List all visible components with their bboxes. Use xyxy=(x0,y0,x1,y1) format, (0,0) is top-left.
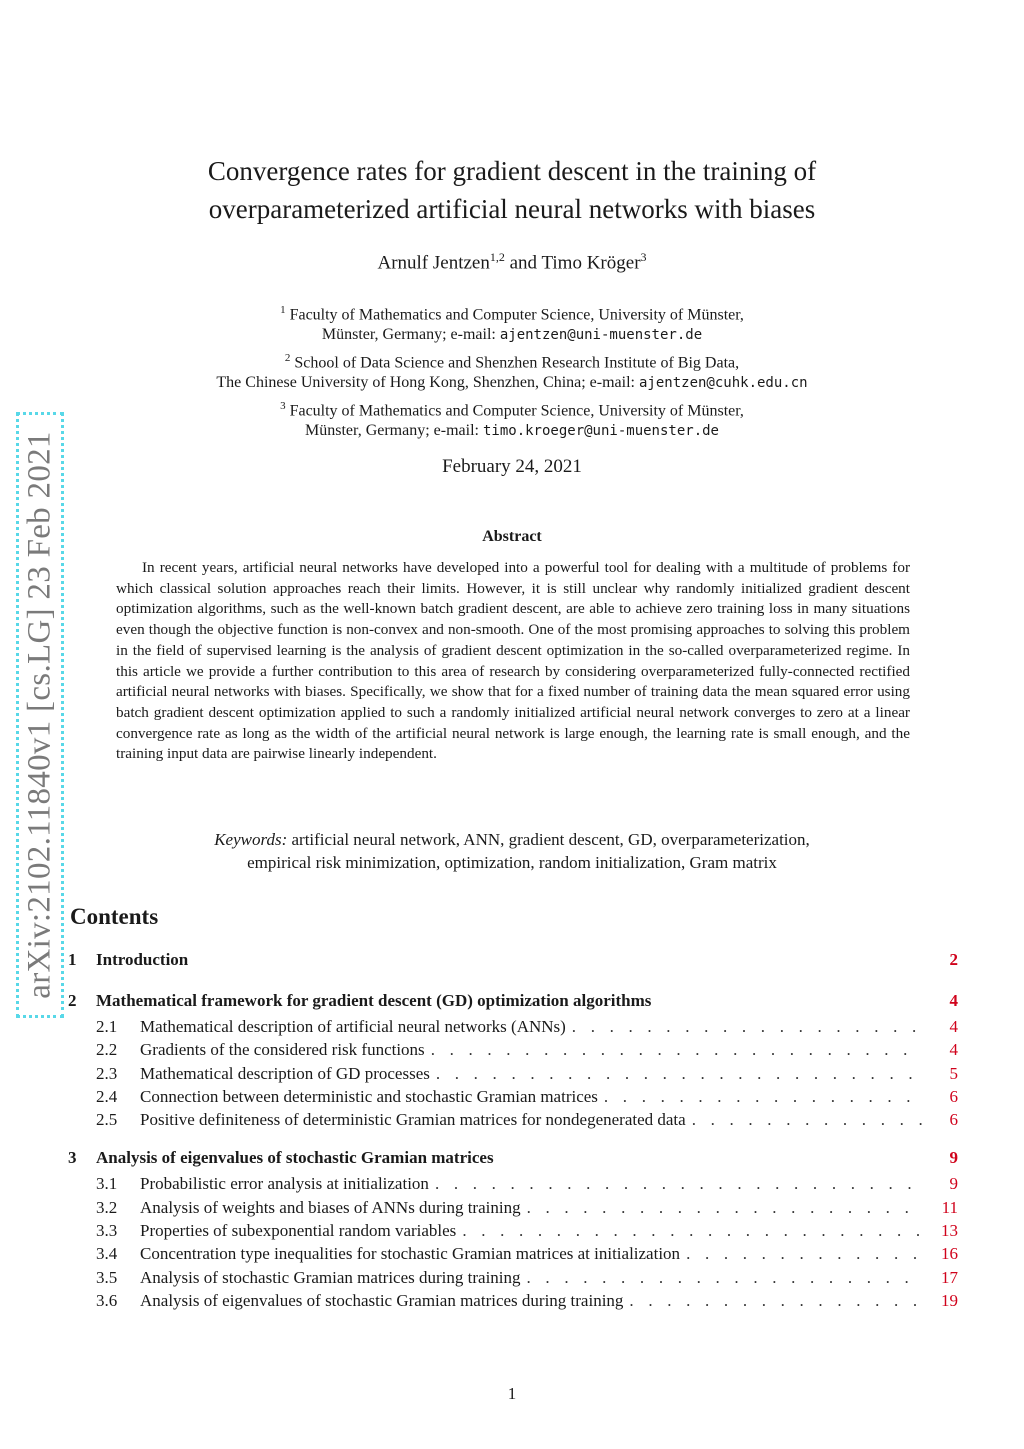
table-of-contents xyxy=(68,950,958,1314)
arxiv-stamp xyxy=(16,412,64,1018)
toc-subsection-3.2[interactable] xyxy=(68,1198,958,1221)
toc-subsection-title[interactable]: Connection between deterministic and stochastic Gramian matrices xyxy=(140,1086,598,1106)
toc-subsection-title[interactable]: Mathematical description of GD processes xyxy=(140,1063,430,1083)
toc-section-number: 3 xyxy=(68,1148,77,1168)
toc-dot-leader xyxy=(527,1198,922,1218)
toc-dot-leader xyxy=(527,1268,922,1288)
toc-subsection-2.3[interactable] xyxy=(68,1064,958,1087)
affiliation-2-line1: School of Data Science and Shenzhen Research Institute of Big Data, xyxy=(294,354,740,372)
toc-subsection-page-link[interactable]: 5 xyxy=(949,1063,958,1083)
toc-section-title[interactable]: Mathematical framework for gradient descent (GD) optimization algorithms xyxy=(96,991,652,1010)
toc-subsection-number: 3.4 xyxy=(96,1244,118,1264)
affiliation-1-line1: Faculty of Mathematics and Computer Science, University of Münster, xyxy=(289,306,744,324)
affiliation-2-email[interactable]: ajentzen@cuhk.edu.cn xyxy=(639,375,808,392)
toc-dot-leader xyxy=(572,1017,922,1037)
affiliation-2-sup: 2 xyxy=(284,352,291,364)
affiliation-1-email[interactable]: ajentzen@uni-muenster.de xyxy=(499,327,703,344)
arxiv-stamp-text[interactable]: arXiv:2102.11840v1 [cs.LG] 23 Feb 2021 xyxy=(21,431,58,999)
toc-section-page-link[interactable]: 2 xyxy=(949,950,958,969)
affiliation-3-sup: 3 xyxy=(280,400,286,412)
toc-subsection-title[interactable]: Concentration type inequalities for stochastic Gramian matrices at initialization xyxy=(140,1244,681,1264)
toc-subsection-page-link[interactable]: 16 xyxy=(941,1244,958,1264)
affiliation-2-line2: The Chinese University of Hong Kong, Shenzhen, China; e-mail: xyxy=(216,374,635,392)
toc-subsection-page-link[interactable]: 19 xyxy=(941,1290,958,1310)
toc-subsection-2.4[interactable] xyxy=(68,1087,958,1110)
toc-subsection-number: 3.1 xyxy=(96,1174,118,1194)
page-number: 1 xyxy=(507,1384,517,1403)
toc-subsection-number: 3.5 xyxy=(96,1267,118,1287)
authors xyxy=(112,250,912,274)
toc-subsection-title[interactable]: Mathematical description of artificial neural networks (ANNs) xyxy=(140,1017,566,1036)
publication-date: February 24, 2021 xyxy=(442,456,582,477)
author-2-affil: 3 xyxy=(640,250,647,264)
affiliation-2 xyxy=(112,348,912,393)
keywords-label: Keywords: xyxy=(214,830,288,849)
author-1-affil: 1,2 xyxy=(489,250,505,264)
affiliation-3 xyxy=(112,396,912,441)
toc-subsection-2.5[interactable] xyxy=(68,1110,958,1133)
toc-subsection-number: 3.2 xyxy=(96,1197,118,1217)
toc-dot-leader xyxy=(629,1291,922,1311)
toc-subsection-page-link[interactable]: 11 xyxy=(941,1197,958,1217)
toc-dot-leader xyxy=(462,1221,922,1241)
toc-subsection-3.6[interactable] xyxy=(68,1291,958,1314)
toc-section-1[interactable] xyxy=(68,950,958,976)
toc-section-page-link[interactable]: 4 xyxy=(949,991,958,1010)
toc-subsection-number: 3.3 xyxy=(96,1221,118,1241)
toc-subsection-title[interactable]: Probabilistic error analysis at initialization xyxy=(140,1174,429,1194)
toc-gap xyxy=(68,1133,958,1148)
keywords xyxy=(112,828,912,874)
toc-subsection-number: 2.3 xyxy=(96,1063,118,1083)
toc-subsection-3.1[interactable] xyxy=(68,1174,958,1197)
toc-section-number: 2 xyxy=(68,991,77,1010)
affiliation-1-sup: 1 xyxy=(280,304,286,316)
toc-subsection-page-link[interactable]: 6 xyxy=(949,1110,958,1130)
toc-subsection-title[interactable]: Analysis of eigenvalues of stochastic Gramian matrices during training xyxy=(140,1290,624,1310)
toc-section-number: 1 xyxy=(68,950,77,969)
toc-dot-leader xyxy=(604,1087,922,1107)
toc-subsection-page-link[interactable]: 4 xyxy=(949,1017,958,1036)
toc-dot-leader xyxy=(692,1110,922,1130)
toc-subsection-3.3[interactable] xyxy=(68,1221,958,1244)
toc-dot-leader xyxy=(435,1174,922,1194)
toc-dot-leader xyxy=(431,1040,922,1060)
toc-subsection-page-link[interactable]: 6 xyxy=(949,1086,958,1106)
toc-subsection-number: 2.4 xyxy=(96,1086,118,1106)
toc-gap xyxy=(68,976,958,991)
author-2: Timo Kröger xyxy=(541,252,641,274)
affiliation-3-line2: Münster, Germany; e-mail: xyxy=(305,422,479,440)
toc-subsection-2.1[interactable] xyxy=(68,1017,958,1040)
toc-subsection-title[interactable]: Positive definiteness of deterministic Gramian matrices for nondegenerated data xyxy=(140,1110,686,1130)
abstract-text: In recent years, artificial neural networks have developed into a powerful tool for dealing with a multitude of problems for which classical solution approaches reach their limits. However, it is still unclear why randomly initialized gradient descent optimization algorithms, such as the well-known batch gradient descent, are able to achieve zero training loss in many situations even though the objective function is non-convex and non-smooth. One of the most promising approaches to solving this problem in the field of supervised learning is the analysis of gradient descent optimization in the so-called overparameterized regime. In this article we provide a further contribution to this area of research by considering overparameterized fully-connected rectified artificial neural networks with biases. Specifically, we show that for a fixed number of training data the mean squared error using batch gradient descent optimization applied to such a randomly initialized artificial neural network converges to zero at a linear convergence rate as long as the width of the artificial neural network is large enough, the learning rate is small enough, and the training input data are pairwise linearly independent. xyxy=(116,559,910,763)
affiliation-1-line2: Münster, Germany; e-mail: xyxy=(321,326,496,344)
abstract-heading: Abstract xyxy=(482,528,542,545)
toc-subsection-number: 3.6 xyxy=(96,1290,118,1310)
affiliation-3-line1: Faculty of Mathematics and Computer Science, University of Münster, xyxy=(289,402,744,420)
toc-subsection-page-link[interactable]: 17 xyxy=(941,1267,958,1287)
title-line-2: overparameterized artificial neural networks with biases xyxy=(208,194,816,224)
affiliation-1 xyxy=(112,300,912,345)
toc-subsection-title[interactable]: Properties of subexponential random variables xyxy=(140,1221,457,1241)
toc-subsection-page-link[interactable]: 4 xyxy=(949,1040,958,1060)
affiliation-3-email[interactable]: timo.kroeger@uni-muenster.de xyxy=(482,423,719,440)
toc-section-title[interactable]: Introduction xyxy=(96,950,189,969)
author-1: Arnulf Jentzen xyxy=(377,252,490,274)
toc-subsection-title[interactable]: Analysis of stochastic Gramian matrices during training xyxy=(140,1267,521,1287)
toc-subsection-title[interactable]: Gradients of the considered risk functions xyxy=(140,1040,425,1060)
toc-dot-leader xyxy=(686,1244,922,1264)
toc-subsection-page-link[interactable]: 9 xyxy=(949,1174,958,1194)
toc-section-title[interactable]: Analysis of eigenvalues of stochastic Gramian matrices xyxy=(96,1148,494,1168)
keywords-line-2: empirical risk minimization, optimization, random initialization, Gram matrix xyxy=(247,853,777,872)
contents-heading: Contents xyxy=(70,904,159,929)
toc-subsection-3.4[interactable] xyxy=(68,1244,958,1267)
keywords-line-1: artificial neural network, ANN, gradient descent, GD, overparameterization, xyxy=(291,830,810,849)
toc-subsection-3.5[interactable] xyxy=(68,1268,958,1291)
toc-subsection-number: 2.2 xyxy=(96,1040,118,1060)
toc-subsection-page-link[interactable]: 13 xyxy=(941,1221,958,1241)
paper-title xyxy=(112,152,912,228)
toc-section-2[interactable] xyxy=(68,991,958,1017)
toc-section-page-link[interactable]: 9 xyxy=(949,1148,958,1168)
toc-subsection-number: 2.5 xyxy=(96,1110,118,1130)
toc-subsection-title[interactable]: Analysis of weights and biases of ANNs during training xyxy=(140,1197,521,1217)
title-line-1: Convergence rates for gradient descent in the training of xyxy=(207,156,817,186)
toc-section-3[interactable] xyxy=(68,1148,958,1174)
toc-dot-leader xyxy=(436,1064,922,1084)
toc-subsection-number: 2.1 xyxy=(96,1017,118,1036)
author-and: and xyxy=(509,252,538,274)
toc-subsection-2.2[interactable] xyxy=(68,1040,958,1063)
